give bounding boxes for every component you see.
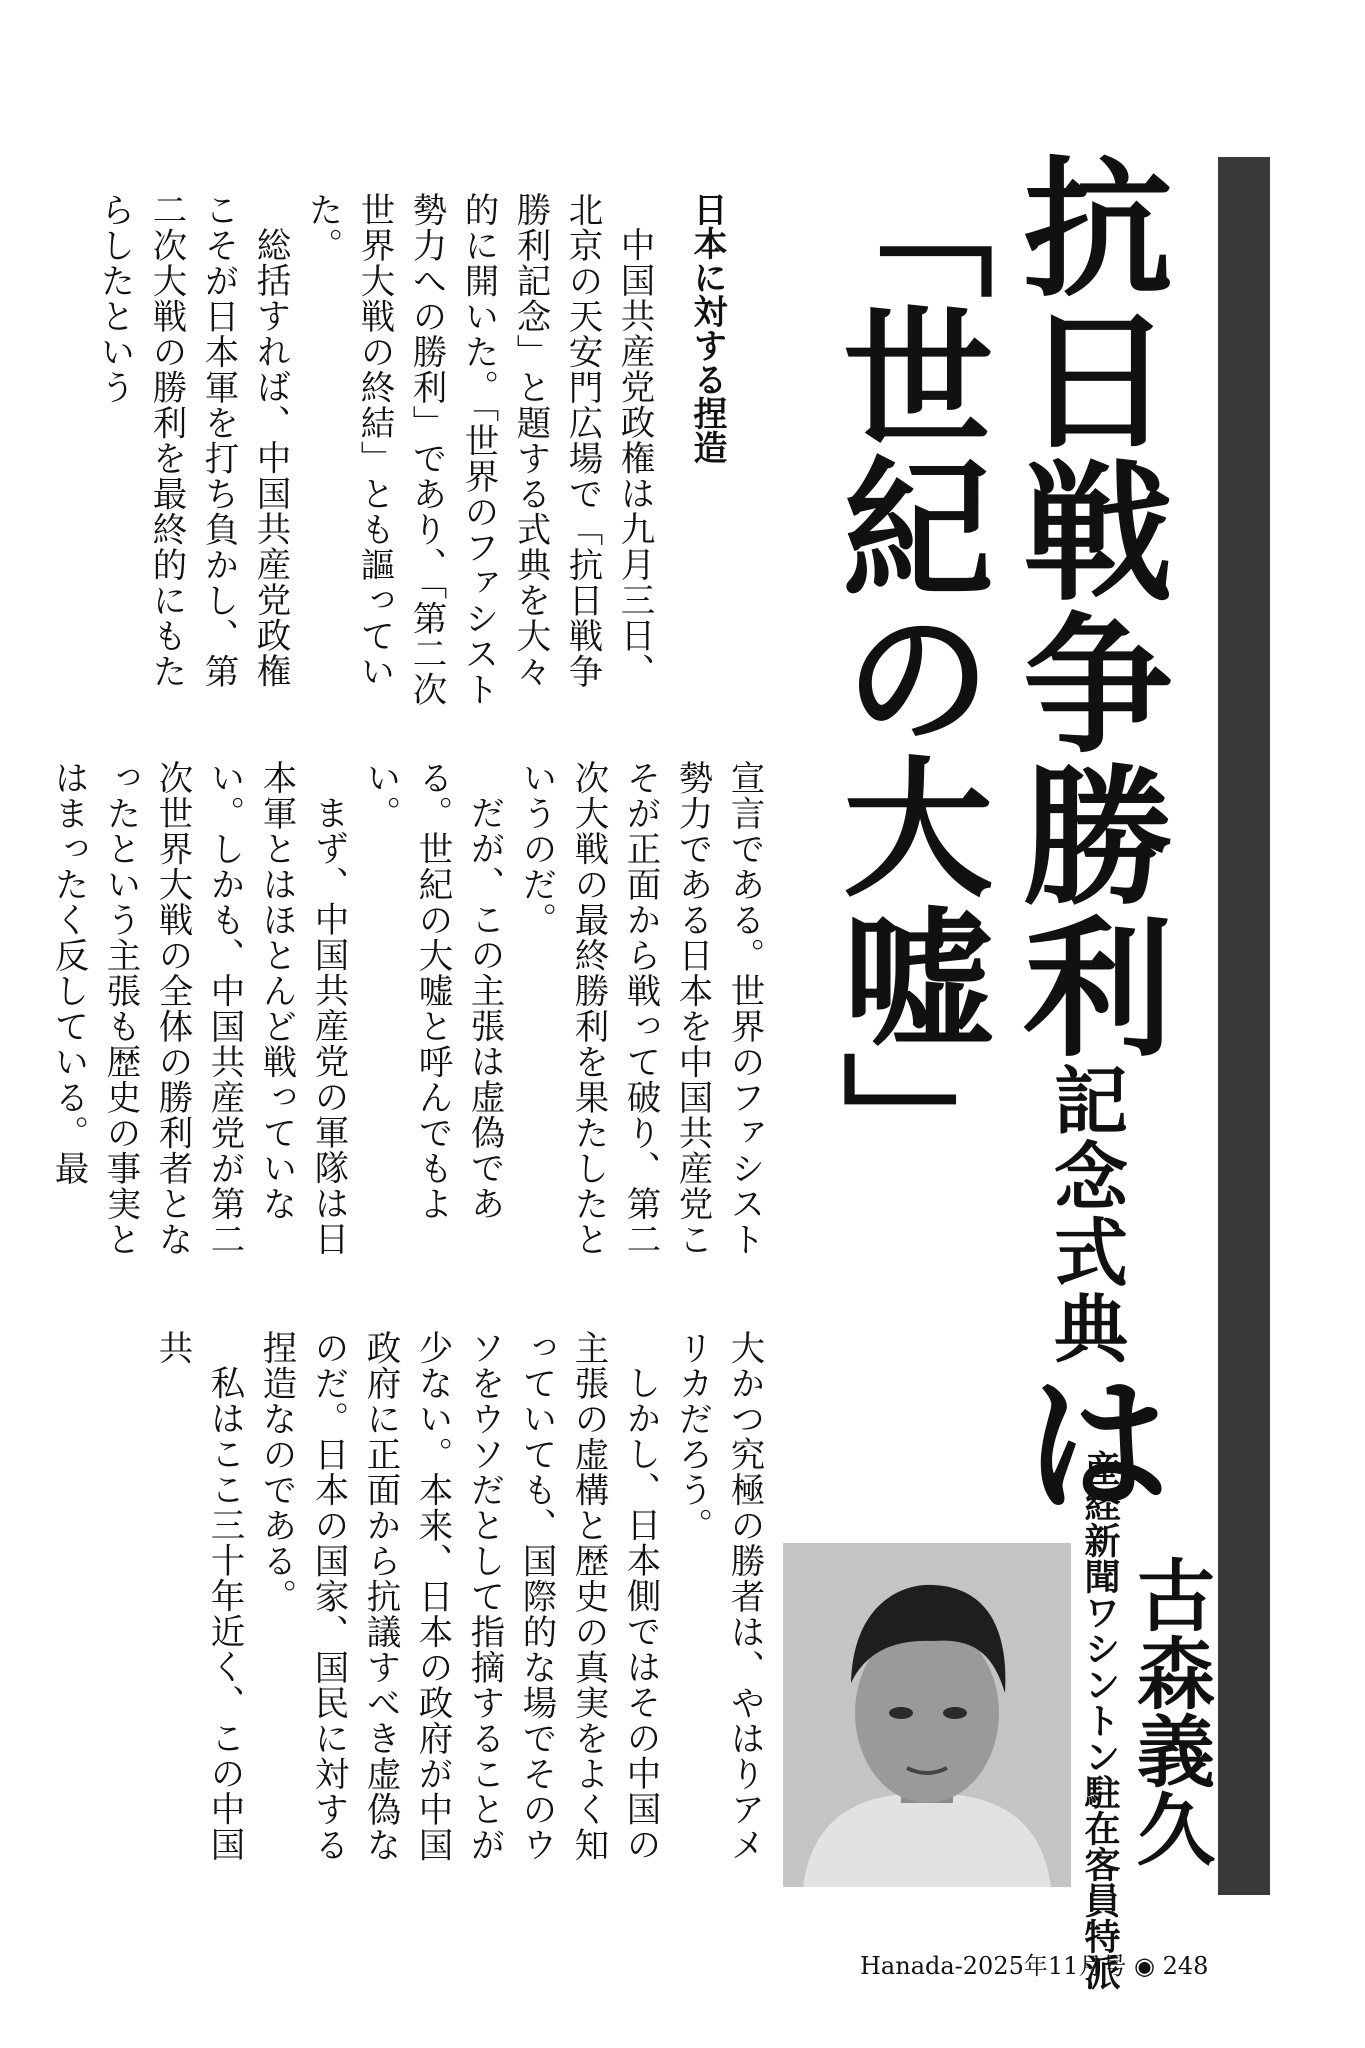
- paragraph: まず、中国共産党の軍隊は日本軍とはほとんど戦っていない。しかも、中国共産党が第二次世界大戦の全体の勝利者となったという主張も歴史の事実とはまったく反している。最: [48, 760, 348, 1257]
- body-column-top: [94, 192, 660, 722]
- body-column-bottom: [152, 1330, 770, 1895]
- page-footer: Hanada-2025年11月号 ◉ 248: [860, 1952, 1209, 1980]
- section-subheading: 日本に対する捏造: [687, 192, 727, 464]
- author-affiliation: 産経新聞ワシントン駐在客員特派: [1079, 1450, 1121, 1990]
- author-photo: [783, 1543, 1071, 1887]
- article-title-line1: [997, 150, 1173, 1518]
- title-accent-bar: [1218, 157, 1270, 1895]
- title-main-text: 抗日戦争勝利: [997, 150, 1173, 1062]
- title-small-text: 記念式典: [1042, 1062, 1128, 1366]
- paragraph: 大かつ究極の勝者は、やはりアメリカだろう。: [672, 1330, 764, 1863]
- paragraph: 中国共産党政権は九月三日、北京の天安門広場で「抗日戦争勝利記念」と題する式典を大々的に開いた。「世界のファシスト勢力への勝利」であり、「第二次世界大戦の終結」とも謳っていた。: [302, 192, 654, 708]
- paragraph: 総括すれば、中国共産党政権こそが日本軍を打ち負かし、第二次大戦の勝利を最終的にもたらしたという: [94, 192, 290, 689]
- body-column-middle: [48, 760, 770, 1290]
- paragraph: 私はここ三十年近く、この中国共: [152, 1330, 244, 1862]
- author-name: 古森義久: [1124, 1555, 1215, 1867]
- title-end-text: は: [997, 1366, 1173, 1518]
- paragraph: だが、この主張は虚偽である。世紀の大嘘と呼んでもよい。: [360, 760, 504, 1222]
- author-photo-icon: [783, 1543, 1071, 1887]
- article-title-line2: 「世紀の大嘘」: [817, 150, 993, 1200]
- paragraph: 宣言である。世界のファシスト勢力である日本を中国共産党こそが正面から戦って破り、第二次大戦の最終勝利を果たしたというのだ。: [516, 760, 764, 1257]
- paragraph: しかし、日本側ではその中国の主張の虚構と歴史の真実をよく知っていても、国際的な場でそのウソをウソだとして指摘することが少ない。本来、日本の政府が中国政府に正面から抗議すべき虚偽なのだ。日本の国家、国民に対する捏造なのである。: [256, 1330, 660, 1863]
